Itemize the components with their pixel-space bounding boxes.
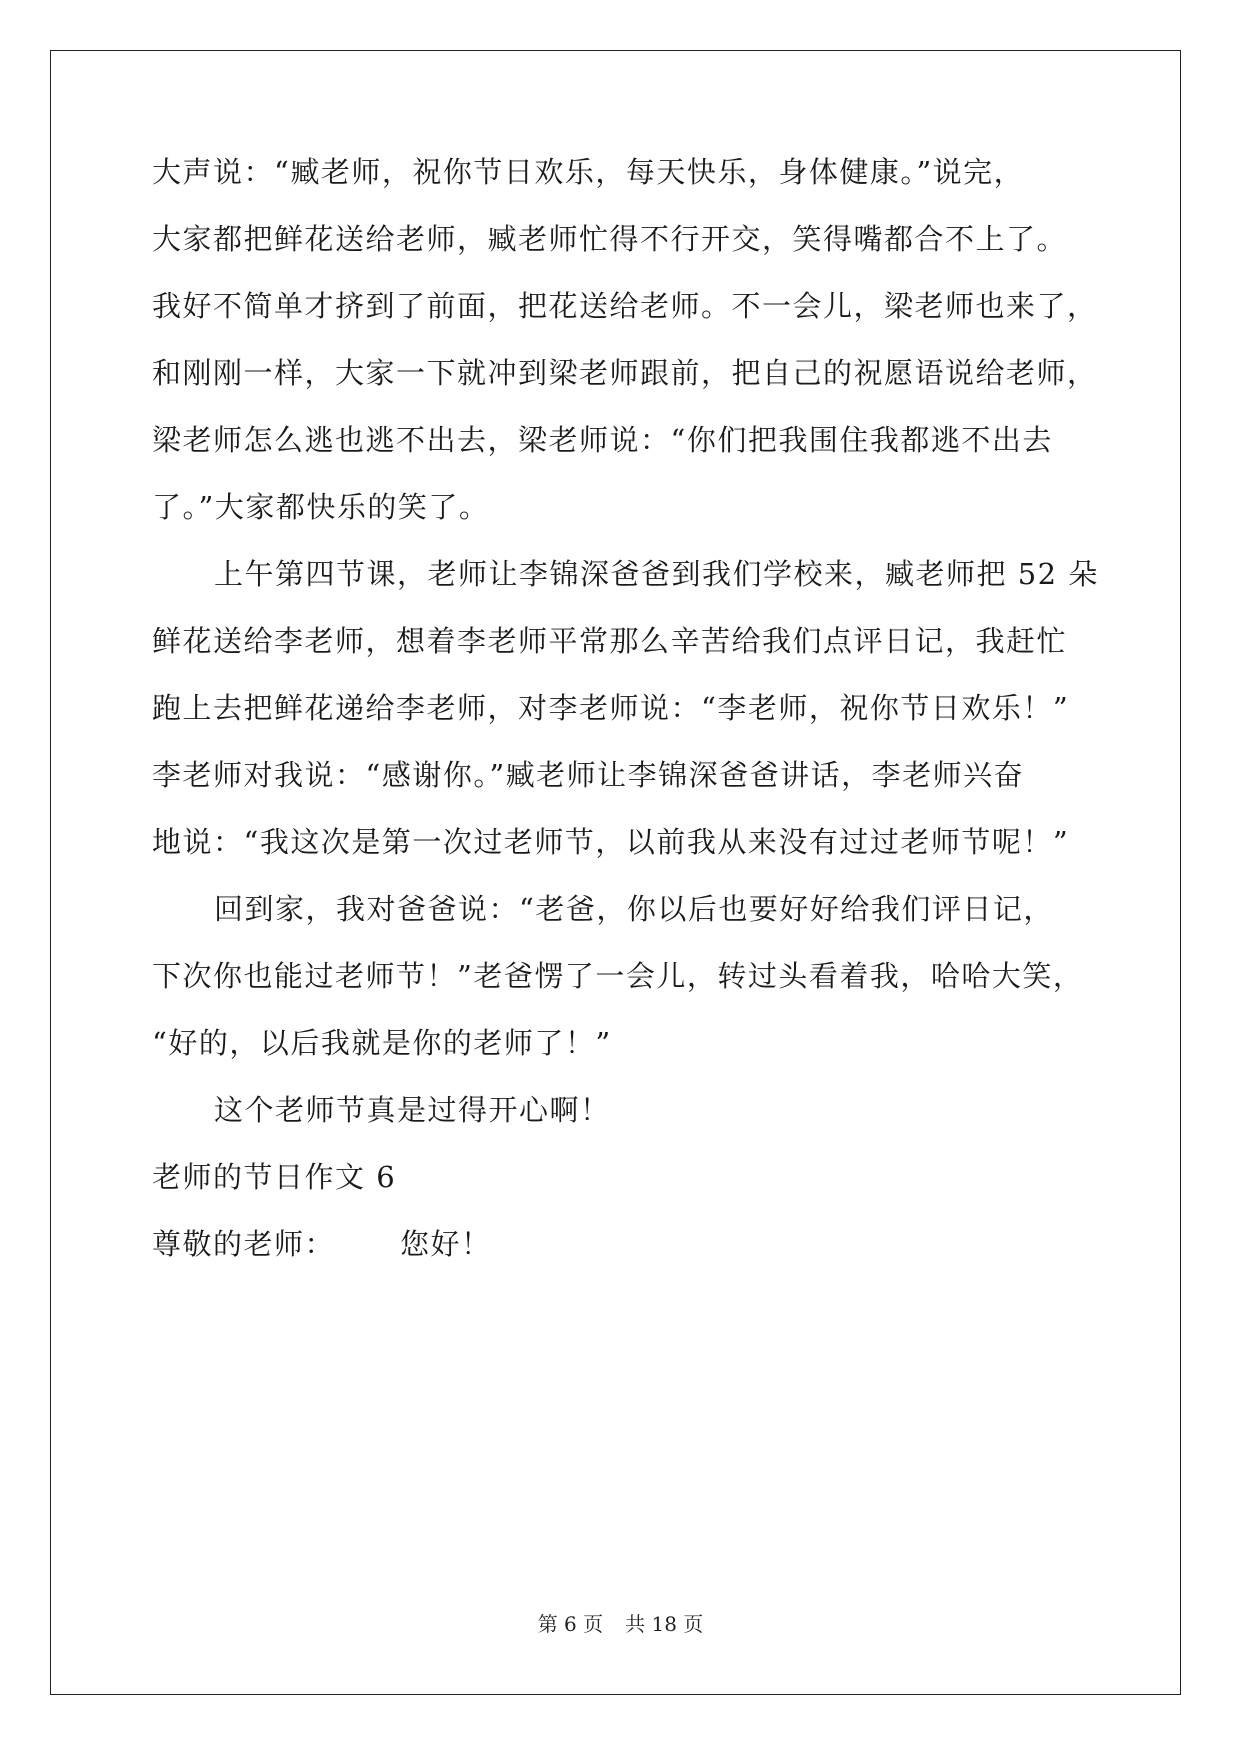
greeting: 您好！ [400,1227,492,1261]
body-line: 和刚刚一样，大家一下就冲到梁老师跟前，把自己的祝愿语说给老师， [152,356,1098,390]
page-total: 共 18 页 [625,1612,704,1636]
body-line: 大声说：“臧老师，祝你节日欢乐，每天快乐，身体健康。”说完， [152,155,1025,189]
body-line: 李老师对我说：“感谢你。”臧老师让李锦深爸爸讲话，李老师兴奋 [152,758,1025,792]
body-line: 上午第四节课，老师让李锦深爸爸到我们学校来，臧老师把 52 朵 [214,557,1099,591]
body-line: 大家都把鲜花送给老师，臧老师忙得不行开交，笑得嘴都合不上了。 [152,222,1068,256]
body-line: 回到家，我对爸爸说：“老爸，你以后也要好好给我们评日记， [214,892,1054,926]
page-number: 第 6 页 [537,1612,604,1636]
salutation: 尊敬的老师： [152,1227,336,1261]
body-line: 梁老师怎么逃也逃不出去，梁老师说：“你们把我围住我都逃不出去 [152,423,1053,457]
section-heading: 老师的节日作文 6 [152,1160,397,1194]
body-line: 下次你也能过老师节！”老爸愣了一会儿，转过头看着我，哈哈大笑， [152,959,1084,993]
body-line: 跑上去把鲜花递给李老师，对李老师说：“李老师，祝你节日欢乐！” [152,691,1070,725]
body-line: 这个老师节真是过得开心啊！ [214,1093,611,1127]
body-line: 鲜花送给李老师，想着李老师平常那么辛苦给我们点评日记，我赶忙 [152,624,1068,658]
page-footer [0,1612,1241,1636]
body-line: 地说：“我这次是第一次过老师节，以前我从来没有过过老师节呢！” [152,825,1070,859]
body-line: 我好不简单才挤到了前面，把花送给老师。不一会儿，梁老师也来了， [152,289,1098,323]
body-line: “好的，以后我就是你的老师了！” [152,1026,612,1060]
body-line: 了。”大家都快乐的笑了。 [152,490,490,524]
